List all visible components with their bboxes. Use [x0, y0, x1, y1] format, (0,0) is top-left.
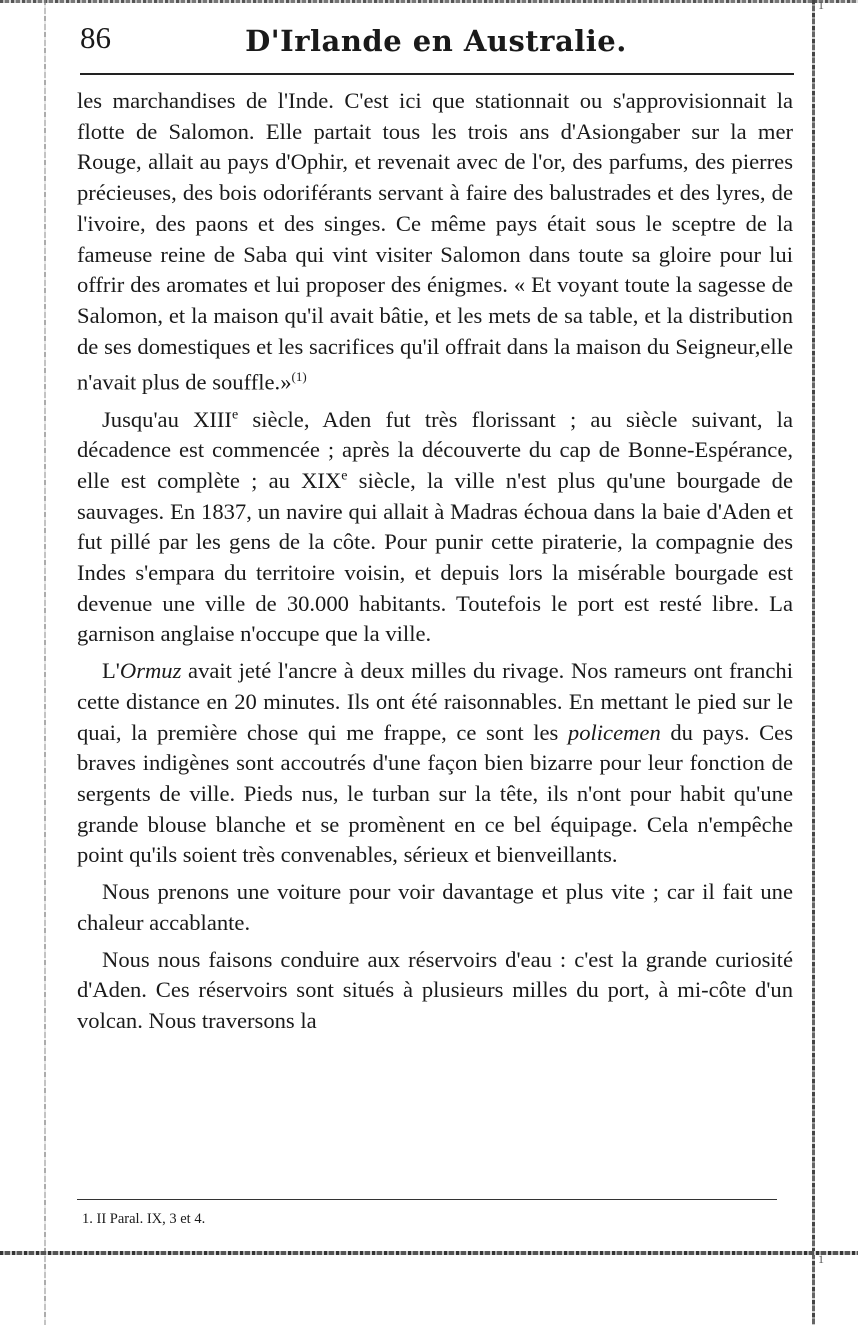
paragraph-3-text-b: avait jeté l'ancre à deux milles du rivage. Nos rameurs ont franchi cette distance en 20 minutes. Ils ont été raisonnables. En mettant le pied sur le quai, la première chose qui me frappe, ce sont les — [77, 658, 793, 745]
paragraph-4: Nous prenons une voiture pour voir davantage et plus vite ; car il fait une chaleur accablante. — [77, 879, 793, 935]
page-scan-bottom-edge — [0, 1251, 858, 1255]
paragraph-1-text: les marchandises de l'Inde. C'est ici que stationnait ou s'approvisionnait la flotte de Salomon. Elle partait tous les trois ans d'Asiongaber sur la mer Rouge, allait au pays d'Ophir, et revenait avec de l'or, des parfums, des pierres précieuses, des bois odoriférants servant à faire des balustrades et des lyres, de l'ivoire, des paons et des singes. Ce même pays était sous le sceptre de la fameuse reine de Saba qui vint visiter Salomon dans toute sa gloire pour lui offrir des aromates et lui proposer des énigmes. « Et voyant toute la sagesse de Salomon, et la maison qu'il avait bâtie, et les mets de sa table, et la distribution de ses domestiques et les sacrifices qu'il offrait dans la maison du Seigneur,elle n'avait plus de souffle.» — [77, 88, 793, 395]
page-scan-top-edge — [0, 0, 858, 3]
paragraph-2-text-a: Jusqu'au XIII — [102, 406, 232, 432]
paragraph-1 — [77, 86, 793, 399]
running-title: D'Irlande en Australie. — [245, 24, 627, 58]
page-scan-left-edge — [44, 0, 46, 1325]
paragraph-2-text-c: siècle, la ville n'est plus qu'une bourgade de sauvages. En 1837, un navire qui allait à Madras échoua dans la baie d'Aden et fut pillé par les gens de la côte. Pour punir cette piraterie, la compagnie des Indes s'empara du territoire voisin, et depuis lors la misérable bourgade est devenue une ville de 30.000 habitants. Toutefois le port est resté libre. La garnison anglaise n'occupe que la ville. — [77, 467, 793, 647]
page-scan-right-edge — [812, 0, 815, 1325]
page-number: 86 — [80, 20, 111, 55]
paragraph-3-text-a: L' — [102, 658, 120, 684]
footnote-rule — [77, 1199, 777, 1200]
body-text — [77, 86, 793, 1043]
paragraph-2-text-b: siècle, Aden fut très florissant ; au siècle suivant, la décadence est commencée ; après la découverte du cap de Bonne-Espérance, elle est complète ; au XIX — [77, 406, 793, 493]
footnote-reference: (1) — [291, 369, 307, 385]
ordinal-suffix: e — [231, 407, 239, 423]
paragraph-2 — [77, 405, 793, 651]
ordinal-suffix: e — [341, 468, 348, 484]
emphasis-policemen: policemen — [567, 719, 661, 745]
paragraph-3 — [77, 656, 793, 871]
edge-mark-top: 1 — [818, 0, 824, 12]
paragraph-3-text-c: du pays. Ces braves indigènes sont accoutrés d'une façon bien bizarre pour leur fonction de sergents de ville. Pieds nus, le turban sur la tête, ils n'ont pour habit qu'une grande blouse blanche et se promènent en ce bel équipage. Cela n'empêche point qu'ils soient très convenables, sérieux et bienveillants. — [77, 719, 793, 868]
edge-mark-bottom: 1 — [818, 1252, 824, 1266]
header-rule — [80, 73, 794, 75]
ship-name: Ormuz — [119, 658, 182, 684]
paragraph-5: Nous nous faisons conduire aux réservoirs d'eau : c'est la grande curiosité d'Aden. Ces réservoirs sont situés à plusieurs milles du port, à mi-côte d'un volcan. Nous traversons la — [77, 946, 793, 1033]
page-header — [80, 18, 792, 66]
footnote: 1. II Paral. IX, 3 et 4. — [82, 1211, 206, 1227]
